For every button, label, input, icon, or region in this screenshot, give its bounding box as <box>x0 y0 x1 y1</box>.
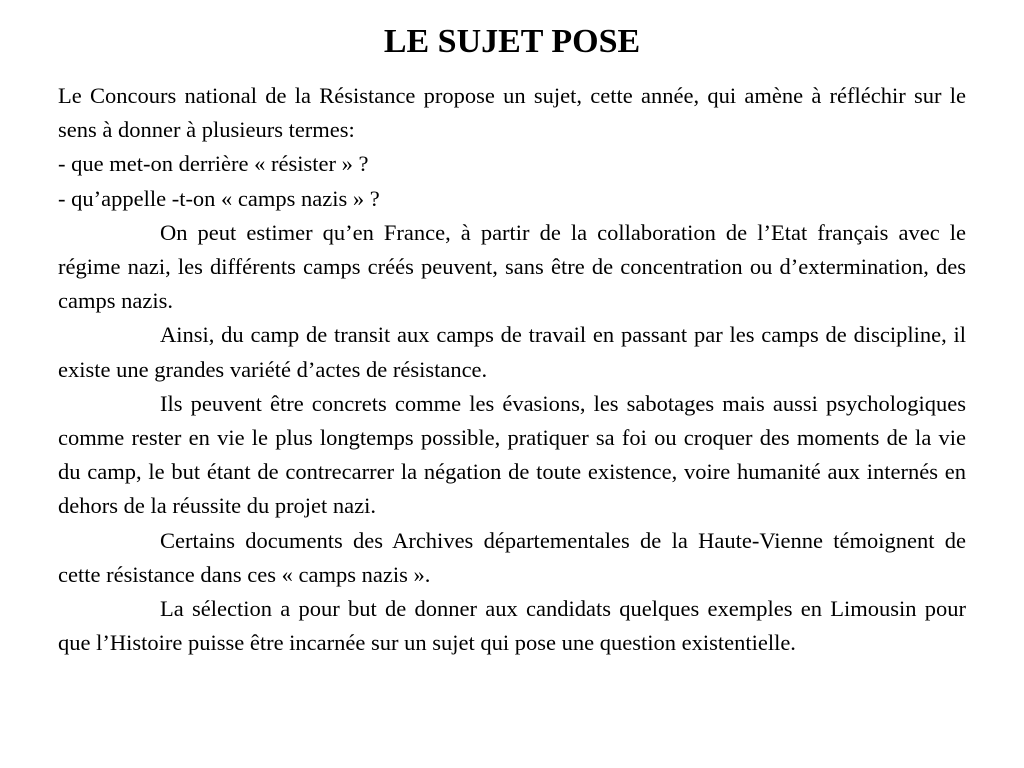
question-camps-nazis: - qu’appelle -t-on « camps nazis » ? <box>58 185 380 211</box>
paragraph-camps-variety: Ainsi, du camp de transit aux camps de travail en passant par les camps de discipline, il existe une grandes variété d’actes de résistance. <box>58 322 966 382</box>
slide-title: LE SUJET POSE <box>383 23 641 60</box>
paragraph-acts-of-resistance: Ils peuvent être concrets comme les évasions, les sabotages mais aussi psychologiques comme rester en vie le plus longtemps possible, pratiquer sa foi ou croquer des moments de la vie du camp, le but étant de contrecarrer la négation de toute existence, voire humanité aux internés en dehors de la réussite du projet nazi. <box>58 390 966 519</box>
paragraph-collaboration: On peut estimer qu’en France, à partir de la collaboration de l’Etat français avec le régime nazi, les différents camps créés peuvent, sans être de concentration ou d’extermination, des camps nazis. <box>58 219 966 314</box>
intro-paragraph: Le Concours national de la Résistance propose un sujet, cette année, qui amène à réfléchir sur le sens à donner à plusieurs termes: <box>58 83 966 143</box>
paragraph-selection-goal: La sélection a pour but de donner aux candidats quelques exemples en Limousin pour que l’Histoire puisse être incarnée sur un sujet qui pose une question existentielle. <box>58 596 966 656</box>
question-resister: - que met-on derrière « résister » ? <box>58 151 369 177</box>
paragraph-archives: Certains documents des Archives départementales de la Haute-Vienne témoignent de cette résistance dans ces « camps nazis ». <box>58 527 966 587</box>
slide-body <box>58 79 966 660</box>
